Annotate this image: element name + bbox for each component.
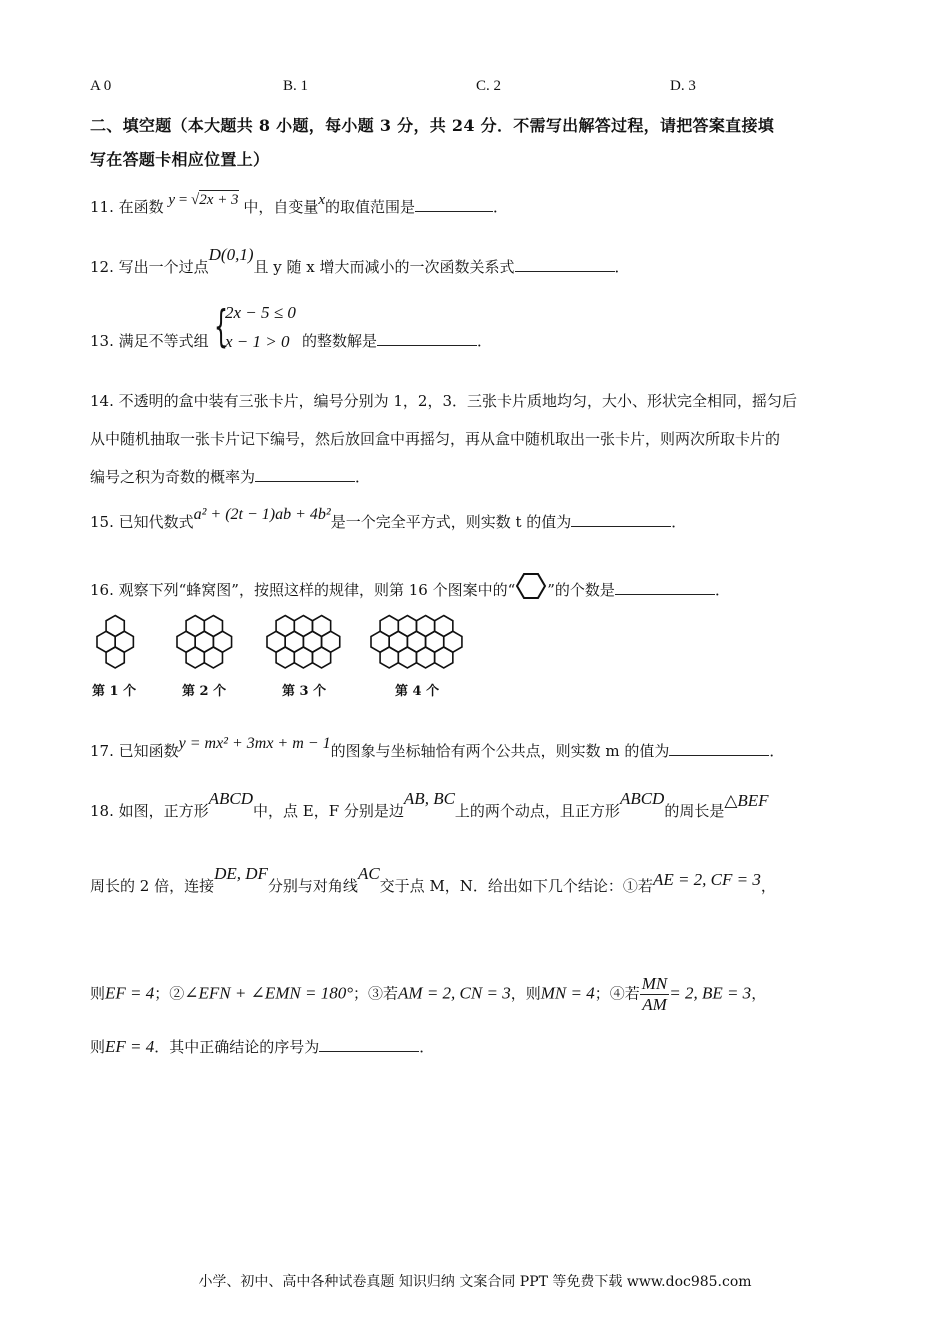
honeycomb-cell bbox=[294, 647, 312, 668]
q11-variable: x bbox=[318, 192, 326, 208]
q17-expression: y = mx² + 3mx + m − 1 bbox=[178, 735, 331, 752]
answer-blank-14[interactable] bbox=[255, 467, 355, 482]
inequality-1: 2x − 5 ≤ 0 bbox=[225, 303, 296, 322]
honeycomb-cell bbox=[276, 647, 294, 668]
honeycomb-cell bbox=[398, 647, 416, 668]
inequality-brace: { bbox=[214, 301, 228, 352]
question-18-line1: 18. 如图，正方形ABCD中，点 E，F 分别是边AB, BC上的两个动点，且正方形ABCD的周长是△BEF bbox=[90, 789, 769, 820]
q11-post: 的取值范围是 bbox=[325, 198, 416, 216]
answer-blank-15[interactable] bbox=[571, 512, 671, 527]
q13-prefix: 13. 满足不等式组 bbox=[90, 332, 209, 350]
option-d: D. 3 bbox=[670, 78, 696, 94]
figure-caption-2: 第 2 个 bbox=[182, 684, 227, 699]
question-13-post: 的整数解是 ． bbox=[302, 332, 493, 350]
honeycomb-cell bbox=[186, 647, 204, 668]
question-14-line3: 编号之积为奇数的概率为 ． bbox=[90, 468, 371, 486]
answer-blank-13[interactable] bbox=[377, 331, 477, 346]
question-14-line1: 14. 不透明的盒中装有三张卡片，编号分别为 1，2，3．三张卡片质地均匀，大小、形状完全相同，摇匀后 bbox=[90, 392, 798, 410]
question-18-line4: 则EF = 4．其中正确结论的序号为 ． bbox=[90, 1037, 435, 1056]
q12-prefix: 12. 写出一个过点 bbox=[90, 258, 209, 276]
q17-post: 的图象与坐标轴恰有两个公共点，则实数 m 的值为 bbox=[330, 742, 670, 760]
q16-post: ”的个数是 bbox=[547, 581, 615, 599]
option-b: B. 1 bbox=[283, 78, 309, 94]
honeycomb-figures bbox=[85, 612, 485, 684]
question-17: 17. 已知函数y = mx² + 3mx + m − 1的图象与坐标轴恰有两个公共点，则实数 m 的值为 ． bbox=[90, 735, 785, 760]
question-13-text bbox=[90, 330, 209, 351]
answer-blank-12[interactable] bbox=[515, 257, 615, 272]
q16-prefix: 16. 观察下列“蜂窝图”，按照这样的规律，则第 16 个图案中的“ bbox=[90, 581, 516, 599]
section-heading-line2: 写在答题卡相应位置上） bbox=[90, 150, 270, 169]
honeycomb-cell bbox=[435, 647, 453, 668]
honeycomb-cell bbox=[380, 647, 398, 668]
question-16: 16. 观察下列“蜂窝图”，按照这样的规律，则第 16 个图案中的“ ”的个数是 ． bbox=[90, 571, 730, 601]
honeycomb-cell bbox=[204, 647, 222, 668]
q12-point: D(0,1) bbox=[208, 245, 254, 264]
option-c: C. 2 bbox=[476, 78, 502, 94]
question-18-line2: 周长的 2 倍，连接DE, DF分别与对角线AC交于点 M，N．给出如下几个结论：①若AE = 2, CF = 3， bbox=[90, 864, 776, 895]
question-12: 12. 写出一个过点D(0,1)且 y 随 x 增大而减小的一次函数关系式 ． bbox=[90, 245, 630, 276]
answer-blank-11[interactable] bbox=[415, 197, 493, 212]
q12-post: 且 y 随 x 增大而减小的一次函数关系式 bbox=[253, 258, 515, 276]
inequality-2: x − 1 > 0 bbox=[225, 332, 290, 351]
page-footer: 小学、初中、高中各种试卷真题 知识归纳 文案合同 PPT 等免费下载 www.doc985.com bbox=[198, 1274, 752, 1290]
q15-prefix: 15. 已知代数式 bbox=[90, 513, 194, 531]
q11-prefix: 11. 在函数 bbox=[90, 198, 164, 216]
figure-caption-3: 第 3 个 bbox=[282, 684, 327, 699]
answer-blank-17[interactable] bbox=[669, 741, 769, 756]
figure-caption-1: 第 1 个 bbox=[92, 684, 137, 699]
answer-blank-16[interactable] bbox=[615, 580, 715, 595]
question-11: 11. 在函数 y = √2x + 3 中，自变量x的取值范围是 ． bbox=[90, 192, 509, 216]
question-18-line3: 则EF = 4；②∠EFN + ∠EMN = 180°；③若AM = 2, CN = 3，则MN = 4；④若 $\frac{MN}{AM}$ = 2, BE = 3， bbox=[90, 974, 767, 1014]
honeycomb-cell bbox=[416, 647, 434, 668]
question-14-line2: 从中随机抽取一张卡片记下编号，然后放回盒中再摇匀，再从盒中随机取出一张卡片，则两次所取卡片的 bbox=[90, 430, 781, 448]
answer-blank-18[interactable] bbox=[319, 1037, 419, 1052]
q15-expression: a² + (2t − 1)ab + 4b² bbox=[193, 506, 331, 523]
honeycomb-cell bbox=[312, 647, 330, 668]
hexagon-icon bbox=[515, 571, 547, 601]
q11-function: y = √2x + 3 bbox=[168, 192, 239, 208]
figure-caption-4: 第 4 个 bbox=[395, 684, 440, 699]
fraction-mn-am: $\frac{MN}{AM}$ bbox=[641, 974, 668, 1014]
q15-post: 是一个完全平方式，则实数 t 的值为 bbox=[330, 513, 572, 531]
section-heading-line1: 二、填空题（本大题共 8 小题，每小题 3 分，共 24 分．不需写出解答过程，请把答案直接填 bbox=[90, 116, 775, 135]
q17-prefix: 17. 已知函数 bbox=[90, 742, 179, 760]
q11-mid: 中，自变量 bbox=[243, 198, 319, 216]
honeycomb-cell bbox=[106, 647, 124, 668]
option-a: A 0 bbox=[90, 78, 112, 94]
question-15: 15. 已知代数式a² + (2t − 1)ab + 4b²是一个完全平方式，则实数 t 的值为 ． bbox=[90, 506, 687, 531]
